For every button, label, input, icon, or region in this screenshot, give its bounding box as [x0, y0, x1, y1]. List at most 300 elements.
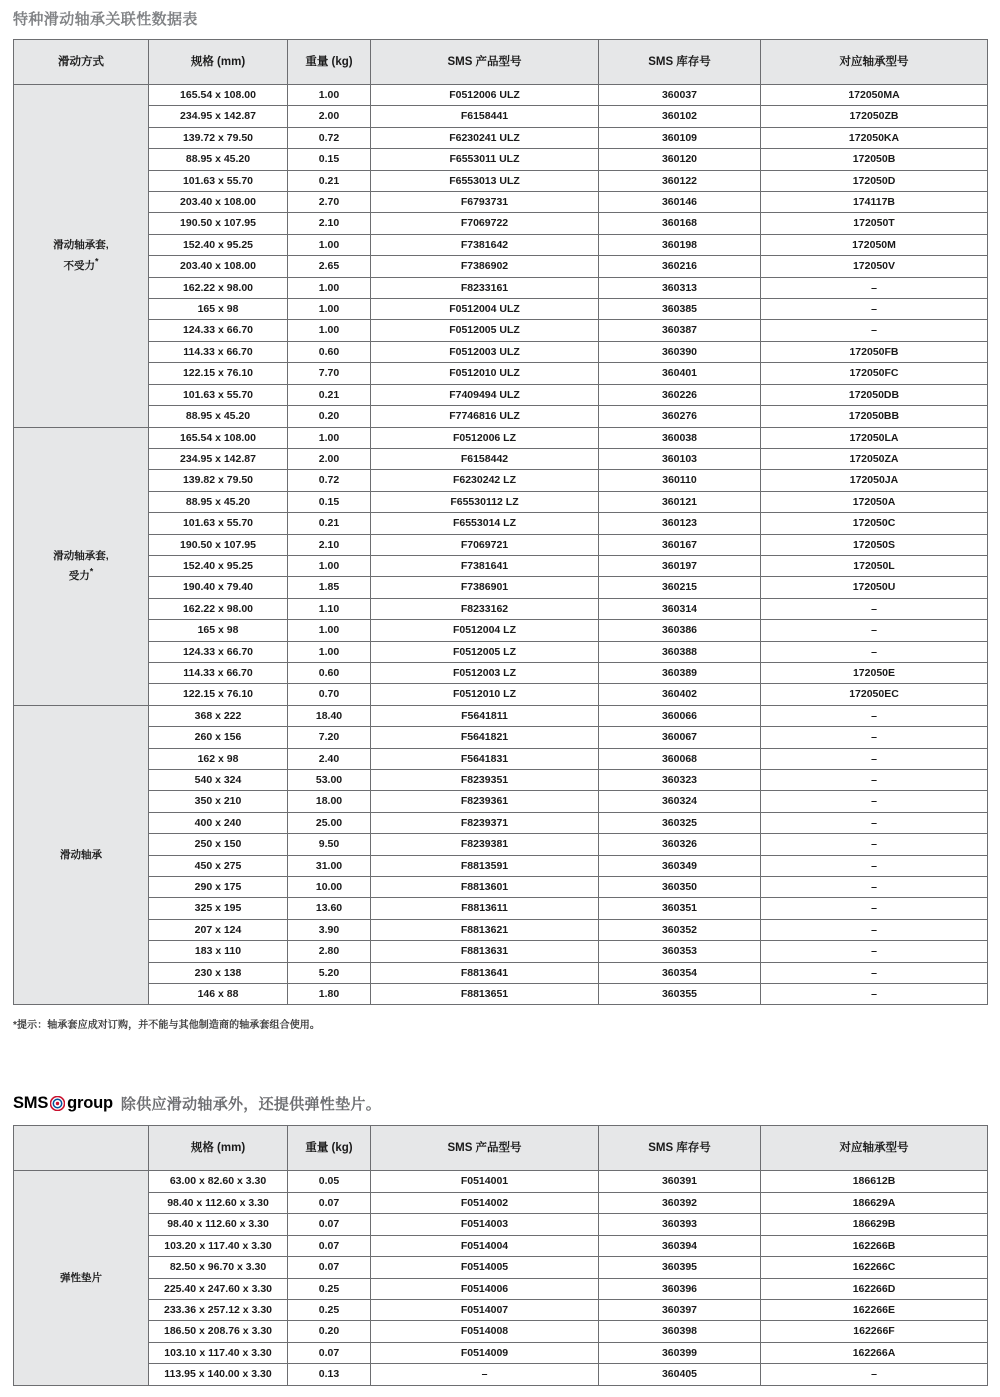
cell-product-code: F0512003 ULZ	[371, 341, 599, 362]
cell-product-code: F0512005 ULZ	[371, 320, 599, 341]
cell-bearing-type: –	[761, 941, 988, 962]
cell-bearing-type: 172050M	[761, 234, 988, 255]
cell-stock-number: 360393	[599, 1214, 761, 1235]
cell-stock-number: 360122	[599, 170, 761, 191]
cell-spec: 82.50 x 96.70 x 3.30	[149, 1257, 288, 1278]
table-row	[14, 1257, 988, 1278]
cell-bearing-type: –	[761, 641, 988, 662]
sms-group-logo	[13, 1094, 113, 1113]
cell-bearing-type: –	[761, 727, 988, 748]
cell-stock-number: 360395	[599, 1257, 761, 1278]
cell-spec: 139.82 x 79.50	[149, 470, 288, 491]
cell-weight: 2.65	[288, 256, 371, 277]
cell-weight: 2.10	[288, 213, 371, 234]
cell-weight: 1.85	[288, 577, 371, 598]
table-row	[14, 962, 988, 983]
group-label-cell: 滑动轴承套, 不受力*	[14, 85, 149, 428]
cell-weight: 0.20	[288, 406, 371, 427]
cell-spec: 368 x 222	[149, 705, 288, 726]
cell-weight: 0.25	[288, 1299, 371, 1320]
table-row	[14, 555, 988, 576]
cell-spec: 103.20 x 117.40 x 3.30	[149, 1235, 288, 1256]
cell-product-code: F0514004	[371, 1235, 599, 1256]
cell-bearing-type: –	[761, 748, 988, 769]
cell-bearing-type: 172050BB	[761, 406, 988, 427]
cell-product-code: F6793731	[371, 192, 599, 213]
cell-stock-number: 360397	[599, 1299, 761, 1320]
cell-spec: 190.40 x 79.40	[149, 577, 288, 598]
cell-stock-number: 360389	[599, 662, 761, 683]
cell-spec: 63.00 x 82.60 x 3.30	[149, 1171, 288, 1192]
cell-product-code: F0514007	[371, 1299, 599, 1320]
cell-stock-number: 360388	[599, 641, 761, 662]
column-header-spec: 规格 (mm)	[149, 40, 288, 85]
special-slide-bearing-data-table	[13, 39, 988, 1005]
cell-weight: 7.70	[288, 363, 371, 384]
cell-weight: 53.00	[288, 770, 371, 791]
cell-bearing-type: –	[761, 812, 988, 833]
table-row	[14, 684, 988, 705]
cell-stock-number: 360351	[599, 898, 761, 919]
cell-product-code: F5641821	[371, 727, 599, 748]
cell-spec: 152.40 x 95.25	[149, 555, 288, 576]
cell-product-code: F0514008	[371, 1321, 599, 1342]
cell-weight: 2.40	[288, 748, 371, 769]
cell-product-code: F6158441	[371, 106, 599, 127]
cell-product-code: F0512004 LZ	[371, 620, 599, 641]
cell-stock-number: 360314	[599, 598, 761, 619]
cell-bearing-type: 172050T	[761, 213, 988, 234]
cell-weight: 25.00	[288, 812, 371, 833]
cell-weight: 1.00	[288, 320, 371, 341]
cell-stock-number: 360110	[599, 470, 761, 491]
table-body	[14, 85, 988, 1005]
cell-product-code: F0514005	[371, 1257, 599, 1278]
cell-stock-number: 360167	[599, 534, 761, 555]
shim-table-body	[14, 1171, 988, 1385]
logo-text-sms: SMS	[13, 1094, 49, 1113]
table-row	[14, 192, 988, 213]
cell-weight: 0.60	[288, 341, 371, 362]
cell-bearing-type: –	[761, 919, 988, 940]
table-row	[14, 149, 988, 170]
cell-stock-number: 360324	[599, 791, 761, 812]
table-row	[14, 341, 988, 362]
cell-product-code: F0514003	[371, 1214, 599, 1235]
column-header-weight: 重量 (kg)	[288, 1126, 371, 1171]
cell-weight: 9.50	[288, 834, 371, 855]
table-row	[14, 1364, 988, 1385]
cell-product-code: F6553014 LZ	[371, 513, 599, 534]
cell-product-code: F6553013 ULZ	[371, 170, 599, 191]
cell-product-code: F6553011 ULZ	[371, 149, 599, 170]
cell-product-code: F0512010 ULZ	[371, 363, 599, 384]
cell-spec: 250 x 150	[149, 834, 288, 855]
cell-bearing-type: 172050ZA	[761, 448, 988, 469]
cell-weight: 0.07	[288, 1214, 371, 1235]
cell-stock-number: 360396	[599, 1278, 761, 1299]
footnote: *提示：轴承套应成对订购，并不能与其他制造商的轴承套组合使用。	[13, 1020, 320, 1032]
cell-product-code: F0514001	[371, 1171, 599, 1192]
cell-spec: 162.22 x 98.00	[149, 598, 288, 619]
table-row	[14, 641, 988, 662]
cell-stock-number: 360103	[599, 448, 761, 469]
cell-stock-number: 360401	[599, 363, 761, 384]
cell-stock-number: 360216	[599, 256, 761, 277]
cell-stock-number: 360326	[599, 834, 761, 855]
column-header-weight: 重量 (kg)	[288, 40, 371, 85]
table-row	[14, 85, 988, 106]
cell-stock-number: 360391	[599, 1171, 761, 1192]
column-header-blank	[14, 1126, 149, 1171]
cell-spec: 230 x 138	[149, 962, 288, 983]
cell-stock-number: 360038	[599, 427, 761, 448]
cell-spec: 101.63 x 55.70	[149, 384, 288, 405]
cell-bearing-type: 172050FB	[761, 341, 988, 362]
cell-product-code: F7746816 ULZ	[371, 406, 599, 427]
cell-spec: 146 x 88	[149, 984, 288, 1005]
table-row	[14, 1192, 988, 1213]
cell-bearing-type: 162266E	[761, 1299, 988, 1320]
cell-weight: 2.10	[288, 534, 371, 555]
cell-bearing-type: 172050E	[761, 662, 988, 683]
cell-product-code: F8233162	[371, 598, 599, 619]
cell-bearing-type: 172050D	[761, 170, 988, 191]
cell-weight: 1.00	[288, 641, 371, 662]
table-row	[14, 1342, 988, 1363]
cell-spec: 225.40 x 247.60 x 3.30	[149, 1278, 288, 1299]
cell-bearing-type: 172050C	[761, 513, 988, 534]
cell-bearing-type: 172050EC	[761, 684, 988, 705]
column-header-product-code: SMS 产品型号	[371, 40, 599, 85]
cell-product-code: F65530112 LZ	[371, 491, 599, 512]
cell-product-code: F6230241 ULZ	[371, 127, 599, 148]
cell-weight: 7.20	[288, 727, 371, 748]
cell-weight: 18.40	[288, 705, 371, 726]
cell-bearing-type: 162266F	[761, 1321, 988, 1342]
sms-group-heading-text: 除供应滑动轴承外，还提供弹性垫片。	[120, 1096, 382, 1114]
cell-bearing-type: 172050KA	[761, 127, 988, 148]
table-row	[14, 406, 988, 427]
cell-stock-number: 360405	[599, 1364, 761, 1385]
table-row	[14, 662, 988, 683]
cell-spec: 101.63 x 55.70	[149, 513, 288, 534]
cell-product-code: F8239381	[371, 834, 599, 855]
table-row	[14, 705, 988, 726]
cell-stock-number: 360392	[599, 1192, 761, 1213]
table-row	[14, 299, 988, 320]
cell-weight: 1.80	[288, 984, 371, 1005]
cell-product-code: F6230242 LZ	[371, 470, 599, 491]
cell-bearing-type: –	[761, 791, 988, 812]
group-label-cell: 弹性垫片	[14, 1171, 149, 1385]
cell-stock-number: 360399	[599, 1342, 761, 1363]
cell-bearing-type: 162266B	[761, 1235, 988, 1256]
cell-bearing-type: –	[761, 984, 988, 1005]
table-header	[14, 40, 988, 85]
table-row	[14, 427, 988, 448]
cell-spec: 122.15 x 76.10	[149, 684, 288, 705]
cell-spec: 190.50 x 107.95	[149, 213, 288, 234]
table-row	[14, 855, 988, 876]
cell-weight: 0.25	[288, 1278, 371, 1299]
cell-stock-number: 360123	[599, 513, 761, 534]
header-row	[14, 1126, 988, 1171]
cell-spec: 400 x 240	[149, 812, 288, 833]
table-row	[14, 320, 988, 341]
cell-bearing-type: –	[761, 898, 988, 919]
cell-spec: 114.33 x 66.70	[149, 662, 288, 683]
cell-spec: 88.95 x 45.20	[149, 491, 288, 512]
cell-product-code: F8239371	[371, 812, 599, 833]
cell-spec: 88.95 x 45.20	[149, 149, 288, 170]
cell-weight: 0.07	[288, 1235, 371, 1256]
cell-spec: 165 x 98	[149, 299, 288, 320]
cell-bearing-type: –	[761, 705, 988, 726]
cell-product-code: F0514006	[371, 1278, 599, 1299]
table-row	[14, 727, 988, 748]
cell-bearing-type: 186612B	[761, 1171, 988, 1192]
column-header-spec: 规格 (mm)	[149, 1126, 288, 1171]
table-row	[14, 363, 988, 384]
table-row	[14, 256, 988, 277]
cell-weight: 0.15	[288, 149, 371, 170]
cell-stock-number: 360168	[599, 213, 761, 234]
cell-stock-number: 360385	[599, 299, 761, 320]
cell-weight: 13.60	[288, 898, 371, 919]
table-row	[14, 834, 988, 855]
cell-weight: 31.00	[288, 855, 371, 876]
cell-weight: 1.00	[288, 234, 371, 255]
cell-weight: 0.60	[288, 662, 371, 683]
cell-bearing-type: 172050LA	[761, 427, 988, 448]
cell-stock-number: 360037	[599, 85, 761, 106]
cell-product-code: F8239351	[371, 770, 599, 791]
cell-spec: 450 x 275	[149, 855, 288, 876]
column-header-bearing-type: 对应轴承型号	[761, 40, 988, 85]
cell-stock-number: 360387	[599, 320, 761, 341]
table-row	[14, 170, 988, 191]
group-label-asterisk: *	[89, 566, 94, 577]
cell-spec: 203.40 x 108.00	[149, 256, 288, 277]
table-row	[14, 898, 988, 919]
cell-weight: 2.00	[288, 106, 371, 127]
table-row	[14, 491, 988, 512]
cell-bearing-type: 186629B	[761, 1214, 988, 1235]
cell-stock-number: 360109	[599, 127, 761, 148]
cell-product-code: F0512005 LZ	[371, 641, 599, 662]
cell-weight: 1.00	[288, 620, 371, 641]
cell-spec: 124.33 x 66.70	[149, 641, 288, 662]
logo-text-group: group	[67, 1094, 113, 1113]
cell-product-code: F8813641	[371, 962, 599, 983]
table-row	[14, 448, 988, 469]
cell-spec: 113.95 x 140.00 x 3.30	[149, 1364, 288, 1385]
cell-bearing-type: 172050DB	[761, 384, 988, 405]
table-row	[14, 1278, 988, 1299]
cell-bearing-type: –	[761, 855, 988, 876]
cell-stock-number: 360325	[599, 812, 761, 833]
cell-weight: 5.20	[288, 962, 371, 983]
cell-spec: 114.33 x 66.70	[149, 341, 288, 362]
cell-bearing-type: 172050A	[761, 491, 988, 512]
table-row	[14, 620, 988, 641]
table-row	[14, 106, 988, 127]
cell-weight: 0.05	[288, 1171, 371, 1192]
table-row	[14, 234, 988, 255]
column-header-bearing-type: 对应轴承型号	[761, 1126, 988, 1171]
cell-stock-number: 360402	[599, 684, 761, 705]
cell-bearing-type: 172050L	[761, 555, 988, 576]
cell-product-code: F0514002	[371, 1192, 599, 1213]
cell-spec: 165.54 x 108.00	[149, 85, 288, 106]
cell-stock-number: 360102	[599, 106, 761, 127]
cell-spec: 124.33 x 66.70	[149, 320, 288, 341]
cell-stock-number: 360146	[599, 192, 761, 213]
cell-bearing-type: 172050S	[761, 534, 988, 555]
cell-product-code: F0512006 LZ	[371, 427, 599, 448]
cell-weight: 1.00	[288, 277, 371, 298]
cell-spec: 325 x 195	[149, 898, 288, 919]
cell-weight: 0.07	[288, 1257, 371, 1278]
table-row	[14, 984, 988, 1005]
table-row	[14, 577, 988, 598]
cell-bearing-type: 162266D	[761, 1278, 988, 1299]
cell-stock-number: 360120	[599, 149, 761, 170]
cell-weight: 0.15	[288, 491, 371, 512]
cell-bearing-type: –	[761, 834, 988, 855]
cell-weight: 3.90	[288, 919, 371, 940]
cell-bearing-type: 174117B	[761, 192, 988, 213]
cell-bearing-type: –	[761, 877, 988, 898]
cell-stock-number: 360323	[599, 770, 761, 791]
cell-product-code: F7386902	[371, 256, 599, 277]
table-row	[14, 213, 988, 234]
cell-product-code: F5641831	[371, 748, 599, 769]
cell-product-code: F8813611	[371, 898, 599, 919]
cell-spec: 162 x 98	[149, 748, 288, 769]
cell-spec: 183 x 110	[149, 941, 288, 962]
cell-bearing-type: –	[761, 598, 988, 619]
table-row	[14, 791, 988, 812]
cell-weight: 1.00	[288, 85, 371, 106]
cell-weight: 0.72	[288, 127, 371, 148]
cell-weight: 1.00	[288, 299, 371, 320]
cell-product-code: F7381641	[371, 555, 599, 576]
cell-stock-number: 360226	[599, 384, 761, 405]
cell-bearing-type: 186629A	[761, 1192, 988, 1213]
cell-spec: 165 x 98	[149, 620, 288, 641]
table-row	[14, 812, 988, 833]
cell-spec: 540 x 324	[149, 770, 288, 791]
cell-spec: 290 x 175	[149, 877, 288, 898]
cell-spec: 101.63 x 55.70	[149, 170, 288, 191]
sms-group-heading	[13, 1031, 987, 1125]
page-title: 特种滑动轴承关联性数据表	[13, 11, 198, 28]
cell-spec: 88.95 x 45.20	[149, 406, 288, 427]
cell-weight: 1.00	[288, 427, 371, 448]
table-row	[14, 1171, 988, 1192]
cell-stock-number: 360386	[599, 620, 761, 641]
cell-weight: 0.72	[288, 470, 371, 491]
cell-bearing-type: –	[761, 620, 988, 641]
table-row	[14, 534, 988, 555]
table-row	[14, 513, 988, 534]
cell-product-code: F8813651	[371, 984, 599, 1005]
table-row	[14, 877, 988, 898]
cell-stock-number: 360276	[599, 406, 761, 427]
cell-bearing-type: –	[761, 277, 988, 298]
cell-product-code: F7069722	[371, 213, 599, 234]
cell-bearing-type: 172050FC	[761, 363, 988, 384]
cell-stock-number: 360215	[599, 577, 761, 598]
cell-weight: 18.00	[288, 791, 371, 812]
cell-stock-number: 360398	[599, 1321, 761, 1342]
cell-bearing-type: 162266A	[761, 1342, 988, 1363]
cell-product-code: F8813621	[371, 919, 599, 940]
cell-weight: 0.20	[288, 1321, 371, 1342]
cell-bearing-type: 172050V	[761, 256, 988, 277]
target-icon	[50, 1096, 65, 1111]
cell-bearing-type: 172050ZB	[761, 106, 988, 127]
cell-weight: 0.21	[288, 384, 371, 405]
cell-stock-number: 360066	[599, 705, 761, 726]
column-header-mode: 滑动方式	[14, 40, 149, 85]
cell-product-code: F0512004 ULZ	[371, 299, 599, 320]
cell-product-code: F0514009	[371, 1342, 599, 1363]
cell-spec: 234.95 x 142.87	[149, 106, 288, 127]
cell-stock-number: 360198	[599, 234, 761, 255]
cell-weight: 0.21	[288, 513, 371, 534]
cell-spec: 207 x 124	[149, 919, 288, 940]
cell-spec: 190.50 x 107.95	[149, 534, 288, 555]
cell-stock-number: 360390	[599, 341, 761, 362]
shim-table-header	[14, 1126, 988, 1171]
cell-weight: 1.10	[288, 598, 371, 619]
cell-product-code: F7381642	[371, 234, 599, 255]
cell-weight: 10.00	[288, 877, 371, 898]
cell-bearing-type: –	[761, 770, 988, 791]
table-row	[14, 1235, 988, 1256]
cell-bearing-type: 172050MA	[761, 85, 988, 106]
cell-stock-number: 360068	[599, 748, 761, 769]
cell-stock-number: 360197	[599, 555, 761, 576]
cell-product-code: F7409494 ULZ	[371, 384, 599, 405]
cell-product-code: F6158442	[371, 448, 599, 469]
cell-weight: 2.80	[288, 941, 371, 962]
table-row	[14, 941, 988, 962]
cell-product-code: –	[371, 1364, 599, 1385]
elastic-shim-data-table	[13, 1125, 988, 1385]
cell-weight: 0.07	[288, 1192, 371, 1213]
cell-spec: 186.50 x 208.76 x 3.30	[149, 1321, 288, 1342]
cell-weight: 2.00	[288, 448, 371, 469]
cell-spec: 165.54 x 108.00	[149, 427, 288, 448]
group-label-cell: 滑动轴承	[14, 705, 149, 1005]
cell-bearing-type: 172050JA	[761, 470, 988, 491]
cell-spec: 162.22 x 98.00	[149, 277, 288, 298]
table-row	[14, 1321, 988, 1342]
table-row	[14, 277, 988, 298]
cell-stock-number: 360394	[599, 1235, 761, 1256]
group-label-asterisk: *	[94, 256, 99, 267]
cell-spec: 98.40 x 112.60 x 3.30	[149, 1192, 288, 1213]
cell-product-code: F0512003 LZ	[371, 662, 599, 683]
cell-spec: 122.15 x 76.10	[149, 363, 288, 384]
table-row	[14, 1214, 988, 1235]
cell-weight: 0.07	[288, 1342, 371, 1363]
cell-spec: 98.40 x 112.60 x 3.30	[149, 1214, 288, 1235]
